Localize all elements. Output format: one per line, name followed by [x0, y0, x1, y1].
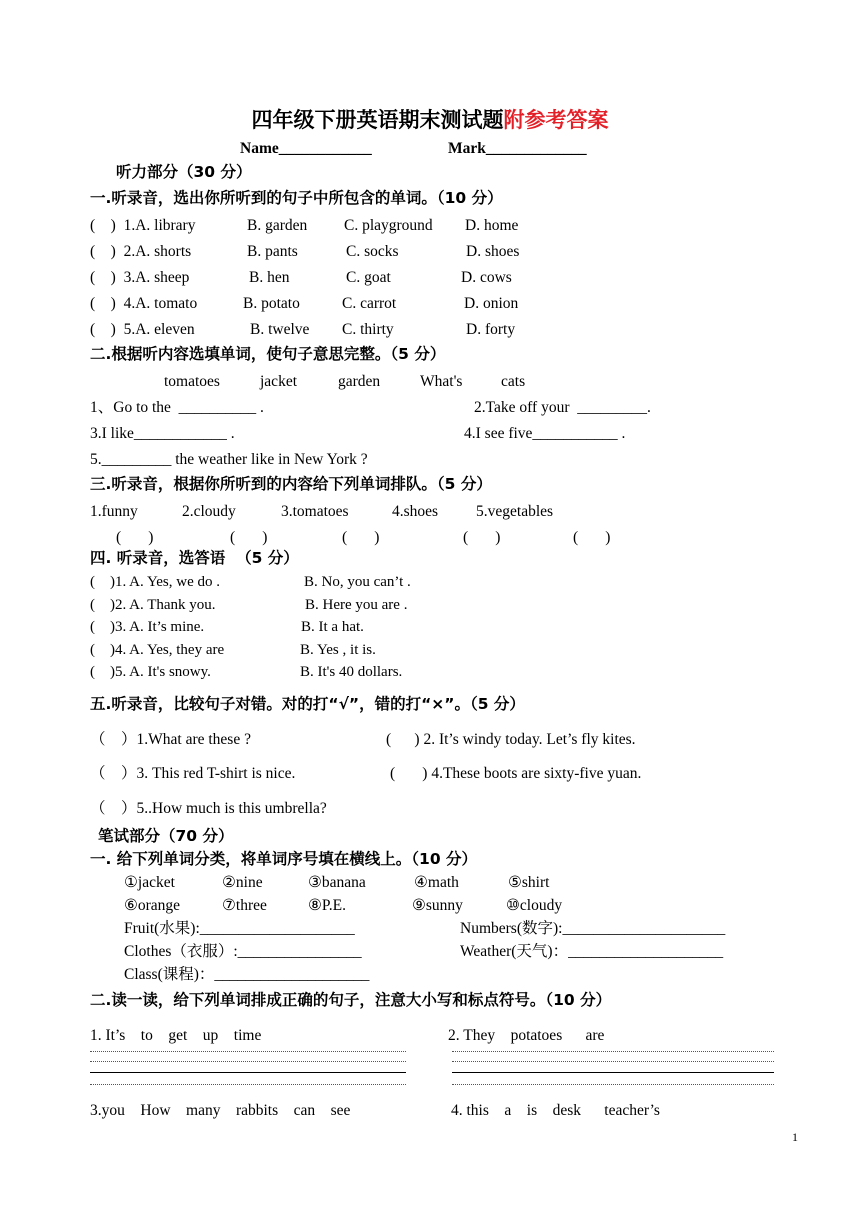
writing-line-dotted [452, 1084, 774, 1085]
writing-line-solid [452, 1072, 774, 1073]
title-main: 四年级下册英语期末测试题 [251, 108, 504, 132]
worksheet-page: 四年级下册英语期末测试题附参考答案 Name____________ Mark_____________ 听力部分（30 分） 一.听录音，选出你所听到的句子中所包含的单词。（10 分） ( ) 1.A. library B. garden C. playground D. home ( ) 2.A. shorts B. pants C. socks D. shoes ( ) 3.A. sheep B. hen C. goat D. cows ( ) 4.A. tomato B. potato C. carrot D. onion ( ) 5.A. eleven B. twelve C. thirty D. forty 二.根据听内容选填单词，使句子意思完整。（5 分） tomatoes jacket garden What's cats 1、Go to the __________ . 2.Take off your _________. 3.I like____________ . 4.I see five___________ . 5._________ the weather like in New York ? 三.听录音，根据你所听到的内容给下列单词排队。（5 分） 1.funny 2.cloudy 3.tomatoes 4.shoes 5.vegetables ( ) ( ) ( ) ( ) ( ) 四. 听录音，选答语 （5 分） ( )1. A. Yes, we do . B. No, you can’t . ( )2. A. Thank you. B. Here you are . ( )3. A. It’s mine. B. It a hat. ( )4. A. Yes, they are B. Yes , it is. ( )5. A. It's snowy. B. It's 40 dollars. 五.听录音，比较句子对错。对的打“√”，错的打“×”。（5 分） （ ）1.What are these ? ( ) 2. It’s windy today. Let’s fly kites. （ ）3. This red T-shirt is nice. ( ) 4.These boots are sixty-five yuan. （ ）5..How much is this umbrella? 笔试部分（70 分） 一. 给下列单词分类，将单词序号填在横线上。（10 分） ①jacket ②nine ③banana ④math ⑤shirt ⑥orange ⑦three ⑧P.E. ⑨sunny ⑩cloudy Fruit(水果):____________________ Numbers(数字):_____________________ Clothes（衣服）:________________ Weather(天气)：____________________ Class(课程)：____________________ 二.读一读，给下列单词排成正确的句子，注意大小写和标点符号。（10 分） 1. It’s to get up time 2. They potatoes are 3.you How many rabbits can see 4. this a is desk teacher’s 1 [0, 0, 860, 1216]
writing-line-solid [90, 1072, 406, 1073]
page-number: 1 [792, 1130, 798, 1144]
mark-field: Mark_____________ [448, 140, 587, 157]
writing-line-dotted [452, 1061, 774, 1062]
title-suffix: 附参考答案 [503, 108, 609, 132]
page-title [0, 104, 860, 134]
writing-line-dotted [90, 1084, 406, 1085]
writing-line-dotted [90, 1061, 406, 1062]
name-field: Name____________ [240, 140, 372, 157]
writing-line-dotted [90, 1051, 406, 1052]
writing-line-dotted [452, 1051, 774, 1052]
